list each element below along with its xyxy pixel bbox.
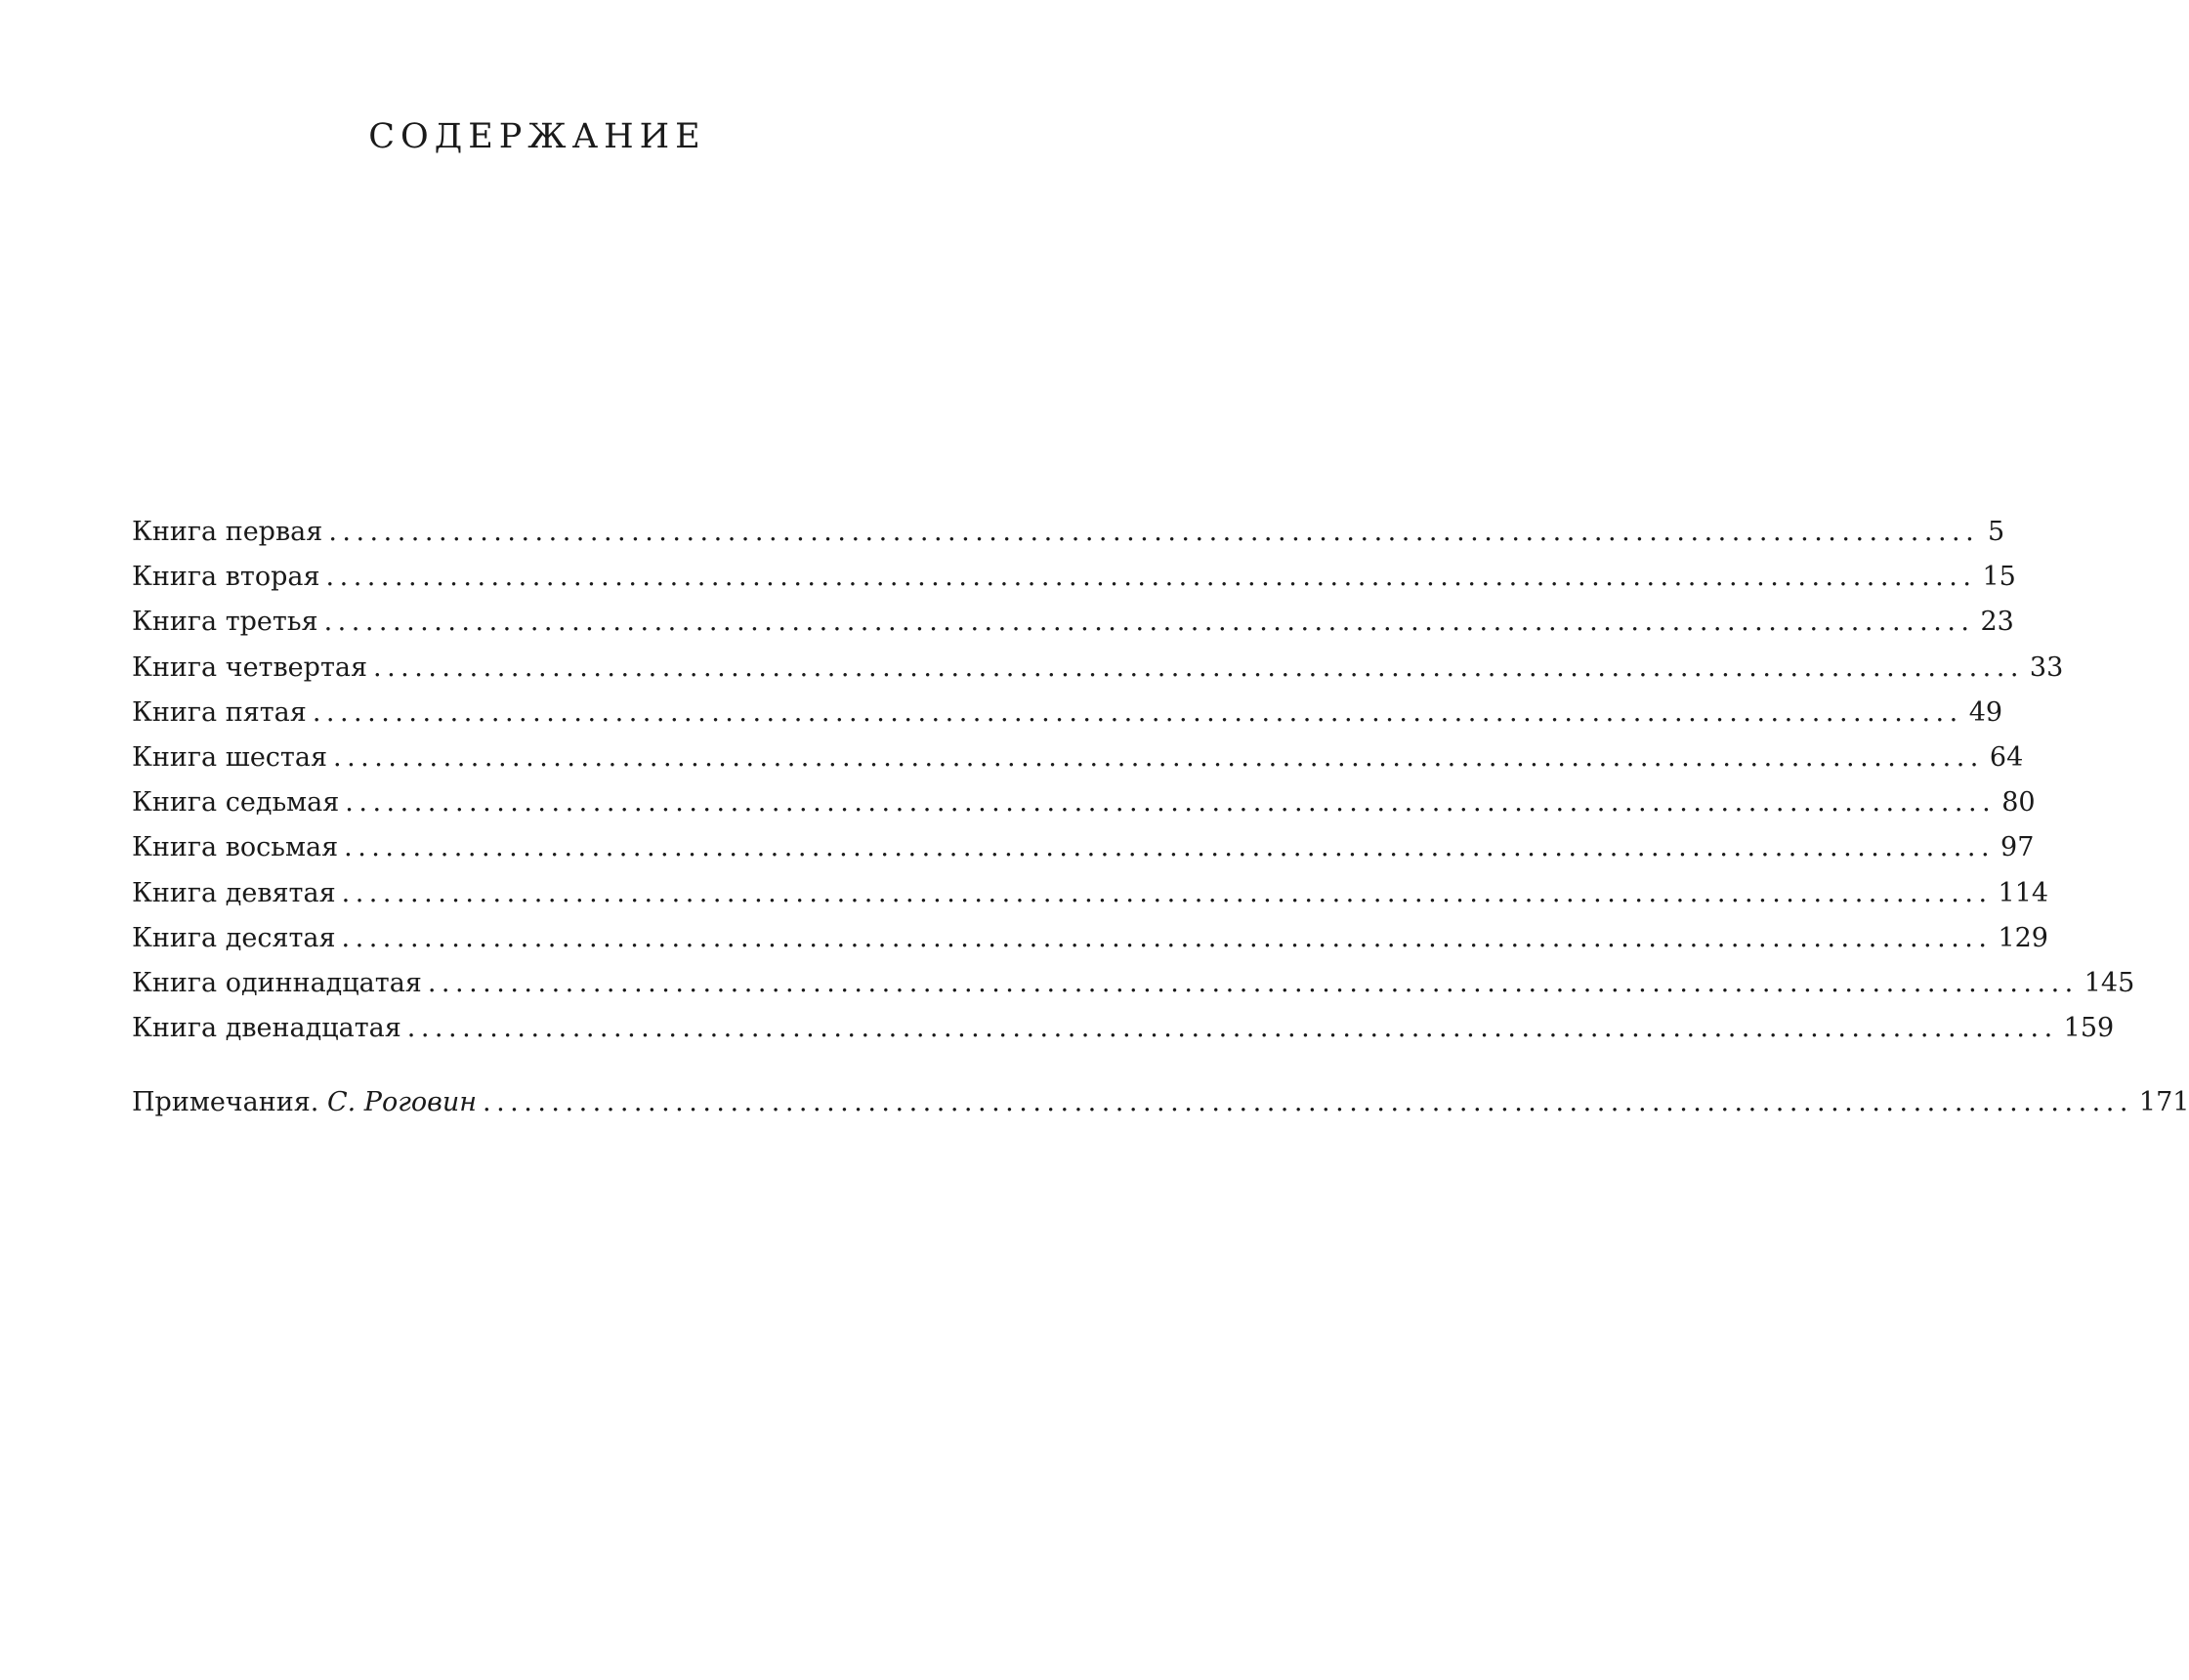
- toc-entry-title: Книга восьмая: [132, 832, 339, 863]
- toc-entry-9[interactable]: [132, 871, 2049, 916]
- dot-leader: ........................................................................................................................: [332, 741, 1984, 773]
- toc-entry-page: 23: [1980, 607, 2014, 638]
- toc-entry-page: 114: [1998, 877, 2049, 908]
- toc-entry-title: Книга десятая: [132, 922, 336, 953]
- toc-notes-author: С. Роговин: [326, 1087, 478, 1118]
- toc-entry-title: Книга третья: [132, 607, 318, 638]
- dot-leader: ........................................................................................................................: [344, 832, 1996, 863]
- toc-entry-page: 49: [1968, 696, 2003, 728]
- toc-entry-6[interactable]: [132, 735, 2024, 780]
- dot-leader: ........................................................................................................................: [312, 696, 1963, 728]
- toc-notes-title: Примечания.: [132, 1087, 319, 1118]
- toc-entry-11[interactable]: [132, 961, 2135, 1006]
- toc-entry-page: 97: [2000, 832, 2035, 863]
- toc-entry-title: Книга вторая: [132, 562, 320, 593]
- toc-entry-title: Книга четвертая: [132, 651, 368, 683]
- toc-entry-page: 15: [1982, 562, 2016, 593]
- dot-leader: ........................................................................................................................: [483, 1087, 2133, 1118]
- toc-entry-5[interactable]: [132, 691, 2003, 735]
- dot-leader: ........................................................................................................................: [341, 922, 1993, 953]
- toc-entry-page: 145: [2084, 967, 2135, 998]
- toc-entry-page: 159: [2063, 1013, 2115, 1044]
- dot-leader: ........................................................................................................................: [328, 517, 1980, 547]
- toc-entry-page: 33: [2029, 651, 2064, 683]
- toc-entry-4[interactable]: [132, 646, 2064, 691]
- dot-leader: ........................................................................................................................: [373, 651, 2024, 683]
- dot-leader: ........................................................................................................................: [341, 877, 1993, 908]
- toc-entry-page: 129: [1998, 922, 2048, 953]
- toc-entry-title: Книга двенадцатая: [132, 1013, 401, 1044]
- dot-leader: ........................................................................................................................: [406, 1013, 2058, 1044]
- toc-entry-7[interactable]: [132, 780, 2036, 825]
- toc-entry-1[interactable]: [132, 510, 2005, 555]
- toc-entry-8[interactable]: [132, 825, 2035, 870]
- table-of-contents: [132, 510, 2189, 1125]
- dot-leader: ........................................................................................................................: [345, 787, 1997, 819]
- toc-entry-12[interactable]: [132, 1006, 2115, 1051]
- toc-entry-title: Книга одиннадцатая: [132, 967, 422, 998]
- toc-notes-page: 171: [2138, 1087, 2189, 1118]
- dot-leader: ........................................................................................................................: [323, 607, 1975, 638]
- toc-entry-title: Книга седьмая: [132, 787, 340, 819]
- toc-entry-title: Книга девятая: [132, 877, 336, 908]
- toc-entry-10[interactable]: [132, 916, 2048, 961]
- toc-notes-title-group: [132, 1080, 477, 1125]
- toc-entry-page: 64: [1989, 741, 2024, 773]
- toc-entry-page: 80: [2001, 787, 2036, 819]
- toc-entry-3[interactable]: [132, 600, 2014, 645]
- toc-entry-title: Книга шестая: [132, 741, 327, 773]
- dot-leader: ........................................................................................................................: [427, 967, 2079, 998]
- toc-entry-notes[interactable]: [132, 1080, 2189, 1125]
- toc-entry-page: 5: [1988, 517, 2005, 547]
- toc-entry-title: Книга первая: [132, 517, 323, 547]
- toc-entry-title: Книга пятая: [132, 696, 307, 728]
- toc-entry-2[interactable]: [132, 555, 2016, 600]
- page-title: СОДЕРЖАНИЕ: [368, 117, 706, 156]
- dot-leader: ........................................................................................................................: [325, 562, 1977, 593]
